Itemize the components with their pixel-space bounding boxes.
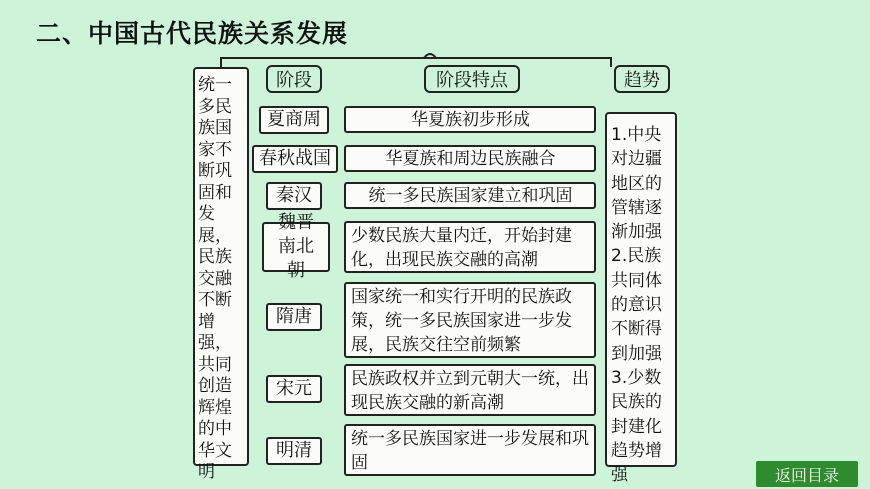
stage-sui-tang: 隋唐 <box>266 303 322 331</box>
back-to-contents-button[interactable]: 返回目录 <box>756 461 858 487</box>
summary-text: 统一多民族国家不断巩固和发展，民族交融不断增强，共同创造辉煌的中华文明 <box>198 75 232 482</box>
stage-song-yuan: 宋元 <box>266 375 322 403</box>
summary-box <box>193 67 249 482</box>
feature-xia-shang-zhou: 华夏族初步形成 <box>344 106 596 133</box>
feature-sui-tang: 国家统一和实行开明的民族政策，统一多民族国家进一步发展，民族交往空前频繁 <box>344 282 596 358</box>
stage-qin-han: 秦汉 <box>266 182 322 210</box>
header-features: 阶段特点 <box>424 65 520 93</box>
feature-qin-han: 统一多民族国家建立和巩固 <box>344 182 596 209</box>
feature-song-yuan: 民族政权并立到元朝大一统，出现民族交融的新高潮 <box>344 364 596 416</box>
trend-text: 1.中央对边疆地区的管辖逐渐加强2.民族共同体的意识不断得到加强3.少数民族的封建化趋势增强 <box>611 125 662 486</box>
feature-chunqiu-zhanguo: 华夏族和周边民族融合 <box>344 145 596 172</box>
stage-chunqiu-zhanguo: 春秋战国 <box>252 145 338 173</box>
header-stage: 阶段 <box>266 65 322 93</box>
trend-box <box>605 112 677 486</box>
stage-ming-qing: 明清 <box>266 437 322 465</box>
feature-wei-jin-nanbeichao: 少数民族大量内迁，开始封建化，出现民族交融的高潮 <box>344 221 596 273</box>
header-trend: 趋势 <box>614 65 670 93</box>
feature-ming-qing: 统一多民族国家进一步发展和巩固 <box>344 424 596 476</box>
stage-wei-jin-nanbeichao: 魏晋南北朝 <box>262 222 330 272</box>
stage-xia-shang-zhou: 夏商周 <box>259 106 329 134</box>
page-title: 二、中国古代民族关系发展 <box>36 19 349 48</box>
